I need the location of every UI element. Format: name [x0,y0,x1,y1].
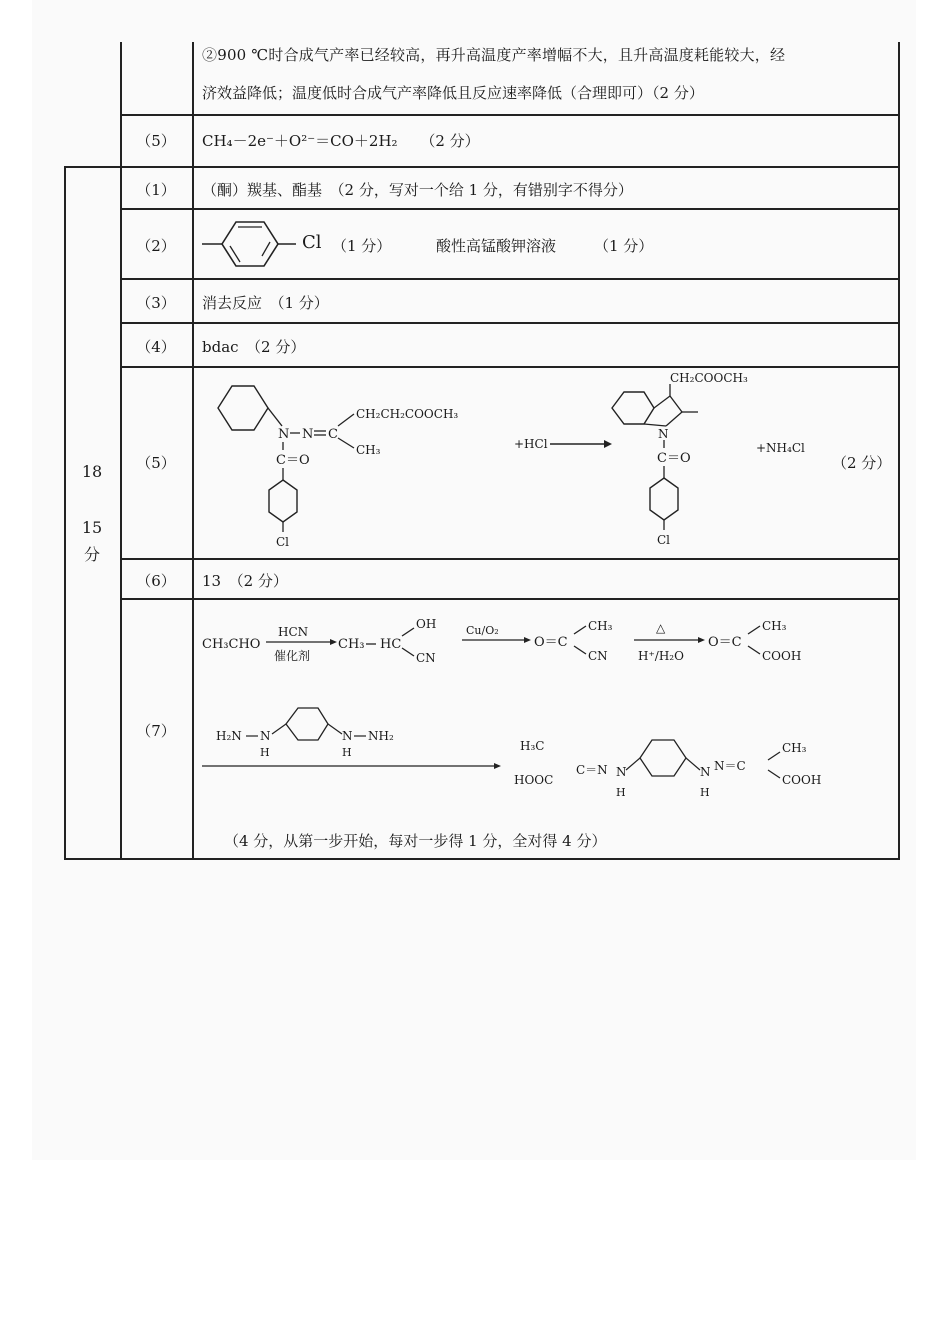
question-points: 15 [81,518,103,537]
nitrile-1: CN [416,651,436,665]
chlorotoluene-structure [200,212,300,276]
table-border-right [898,42,900,860]
row-line [120,114,900,116]
row-line [120,558,900,560]
carbonyl-right: C＝O [657,451,691,466]
ester-side-chain: CH₂CH₂COOCH₃ [356,407,459,421]
q17-5-answer [202,130,480,151]
product-methyl-right: CH₃ [782,741,807,755]
q18-4-number: （4） [136,338,176,356]
chlorophenyl-ring-right [650,478,678,520]
amine-left: H₂N [216,729,242,743]
hydrazine-n-right: N [342,729,353,743]
q18-3-number: （3） [136,294,176,312]
q18-1-answer: （酮）羰基、酯基 （2 分，写对一个给 1 分，有错别字不得分） [202,181,633,199]
cyanohydrin-carbon: HC [380,637,402,652]
imine-carbon: C [328,427,338,442]
q18-7-number: （7） [136,722,176,740]
q18-7-scoring-note: （4 分，从第一步开始，每对一步得 1 分，全对得 4 分） [224,832,607,850]
chlorine-left: Cl [276,535,290,549]
heat-symbol: △ [656,621,666,635]
hydrazine-n1: N [278,427,290,442]
q18-5-score: （2 分） [832,454,892,472]
hcl-reagent: +HCl [514,437,548,451]
q18-2-score-2: （1 分） [594,237,654,255]
carbonyl-left: C＝O [276,453,310,468]
product-nh-left-n: N [616,765,627,779]
pyruvic-carbonyl: O＝C [708,635,742,650]
product-carboxyl-left: HOOC [514,773,554,787]
row-line [64,858,900,860]
q18-6-number: （6） [136,572,176,590]
q18-6-answer: 13 （2 分） [202,572,288,590]
row-line [120,208,900,210]
hydroxyl: OH [416,617,437,631]
product-nh-right-n: N [700,765,711,779]
prev-answer-line-1: ②900 ℃时合成气产率已经较高，再升高温度产率增幅不大，且升高温度耗能较大，经 [202,46,786,64]
row-line [120,278,900,280]
nitrile-2: CN [588,649,608,663]
hydrazine-h-left: H [260,746,270,759]
cyanohydrin-methyl: CH₃ [338,637,365,652]
keto-nitrile-methyl: CH₃ [588,619,613,633]
product-methyl-left: H₃C [520,739,545,753]
indole-synthesis-scheme [194,368,898,556]
pyruvic-carboxyl: COOH [762,649,802,663]
oxidation-reagent: Cu/O₂ [466,624,499,637]
product-side-chain: CH₂COOCH₃ [670,371,748,385]
hcn-reagent: HCN [278,625,309,639]
q18-4-answer: bdac （2 分） [202,338,306,356]
q17-5-number: （5） [136,132,176,150]
acetaldehyde: CH₃CHO [202,637,261,652]
indole-nitrogen: N [658,427,669,441]
q18-5-number: （5） [136,454,176,472]
keto-nitrile-carbonyl: O＝C [534,635,568,650]
electrode-equation: CH₄－2e⁻＋O²⁻＝CO＋2H₂ [202,132,398,150]
chlorophenyl-ring-left [269,480,297,522]
q17-5-score: （2 分） [420,132,480,150]
chlorine-label: Cl [302,232,322,253]
benzene-ring-product [640,740,686,776]
synthesis-route [194,600,898,820]
oxidant-reagent: 酸性高锰酸钾溶液 [436,237,557,255]
hydrolysis-conditions: H⁺/H₂O [638,649,684,663]
product-nh-right-h: H [700,786,710,799]
methyl-group: CH₃ [356,443,381,457]
chlorine-right: Cl [657,533,671,547]
question-number: 18 [81,462,103,481]
table-border-left [64,168,66,860]
ammonium-chloride: +NH₄Cl [756,441,805,455]
hydrazine-h-right: H [342,746,352,759]
amine-right: NH₂ [368,729,394,743]
prev-answer-line-2: 济效益降低；温度低时合成气产率降低且反应速率降低（合理即可）（2 分） [202,84,704,102]
catalyst-label: 催化剂 [274,649,311,663]
row-line [64,166,900,168]
row-line [120,322,900,324]
product-imine-left: C＝N [576,763,608,777]
benzene-ring-reagent [286,708,328,740]
product-carboxyl-right: COOH [782,773,822,787]
hydrazine-n-left: N [260,729,271,743]
product-imine-right: N＝C [714,759,746,773]
pyruvic-methyl: CH₃ [762,619,787,633]
points-unit: 分 [83,545,100,564]
answer-table [64,0,900,860]
hydrazine-n2: N [302,427,314,442]
q18-2-score-1: （1 分） [332,237,392,255]
indole-benzene-ring [612,392,654,424]
q18-3-answer: 消去反应 （1 分） [202,294,329,312]
q18-2-number: （2） [136,237,176,255]
q18-1-number: （1） [136,181,176,199]
product-nh-left-h: H [616,786,626,799]
phenyl-ring [218,386,268,430]
